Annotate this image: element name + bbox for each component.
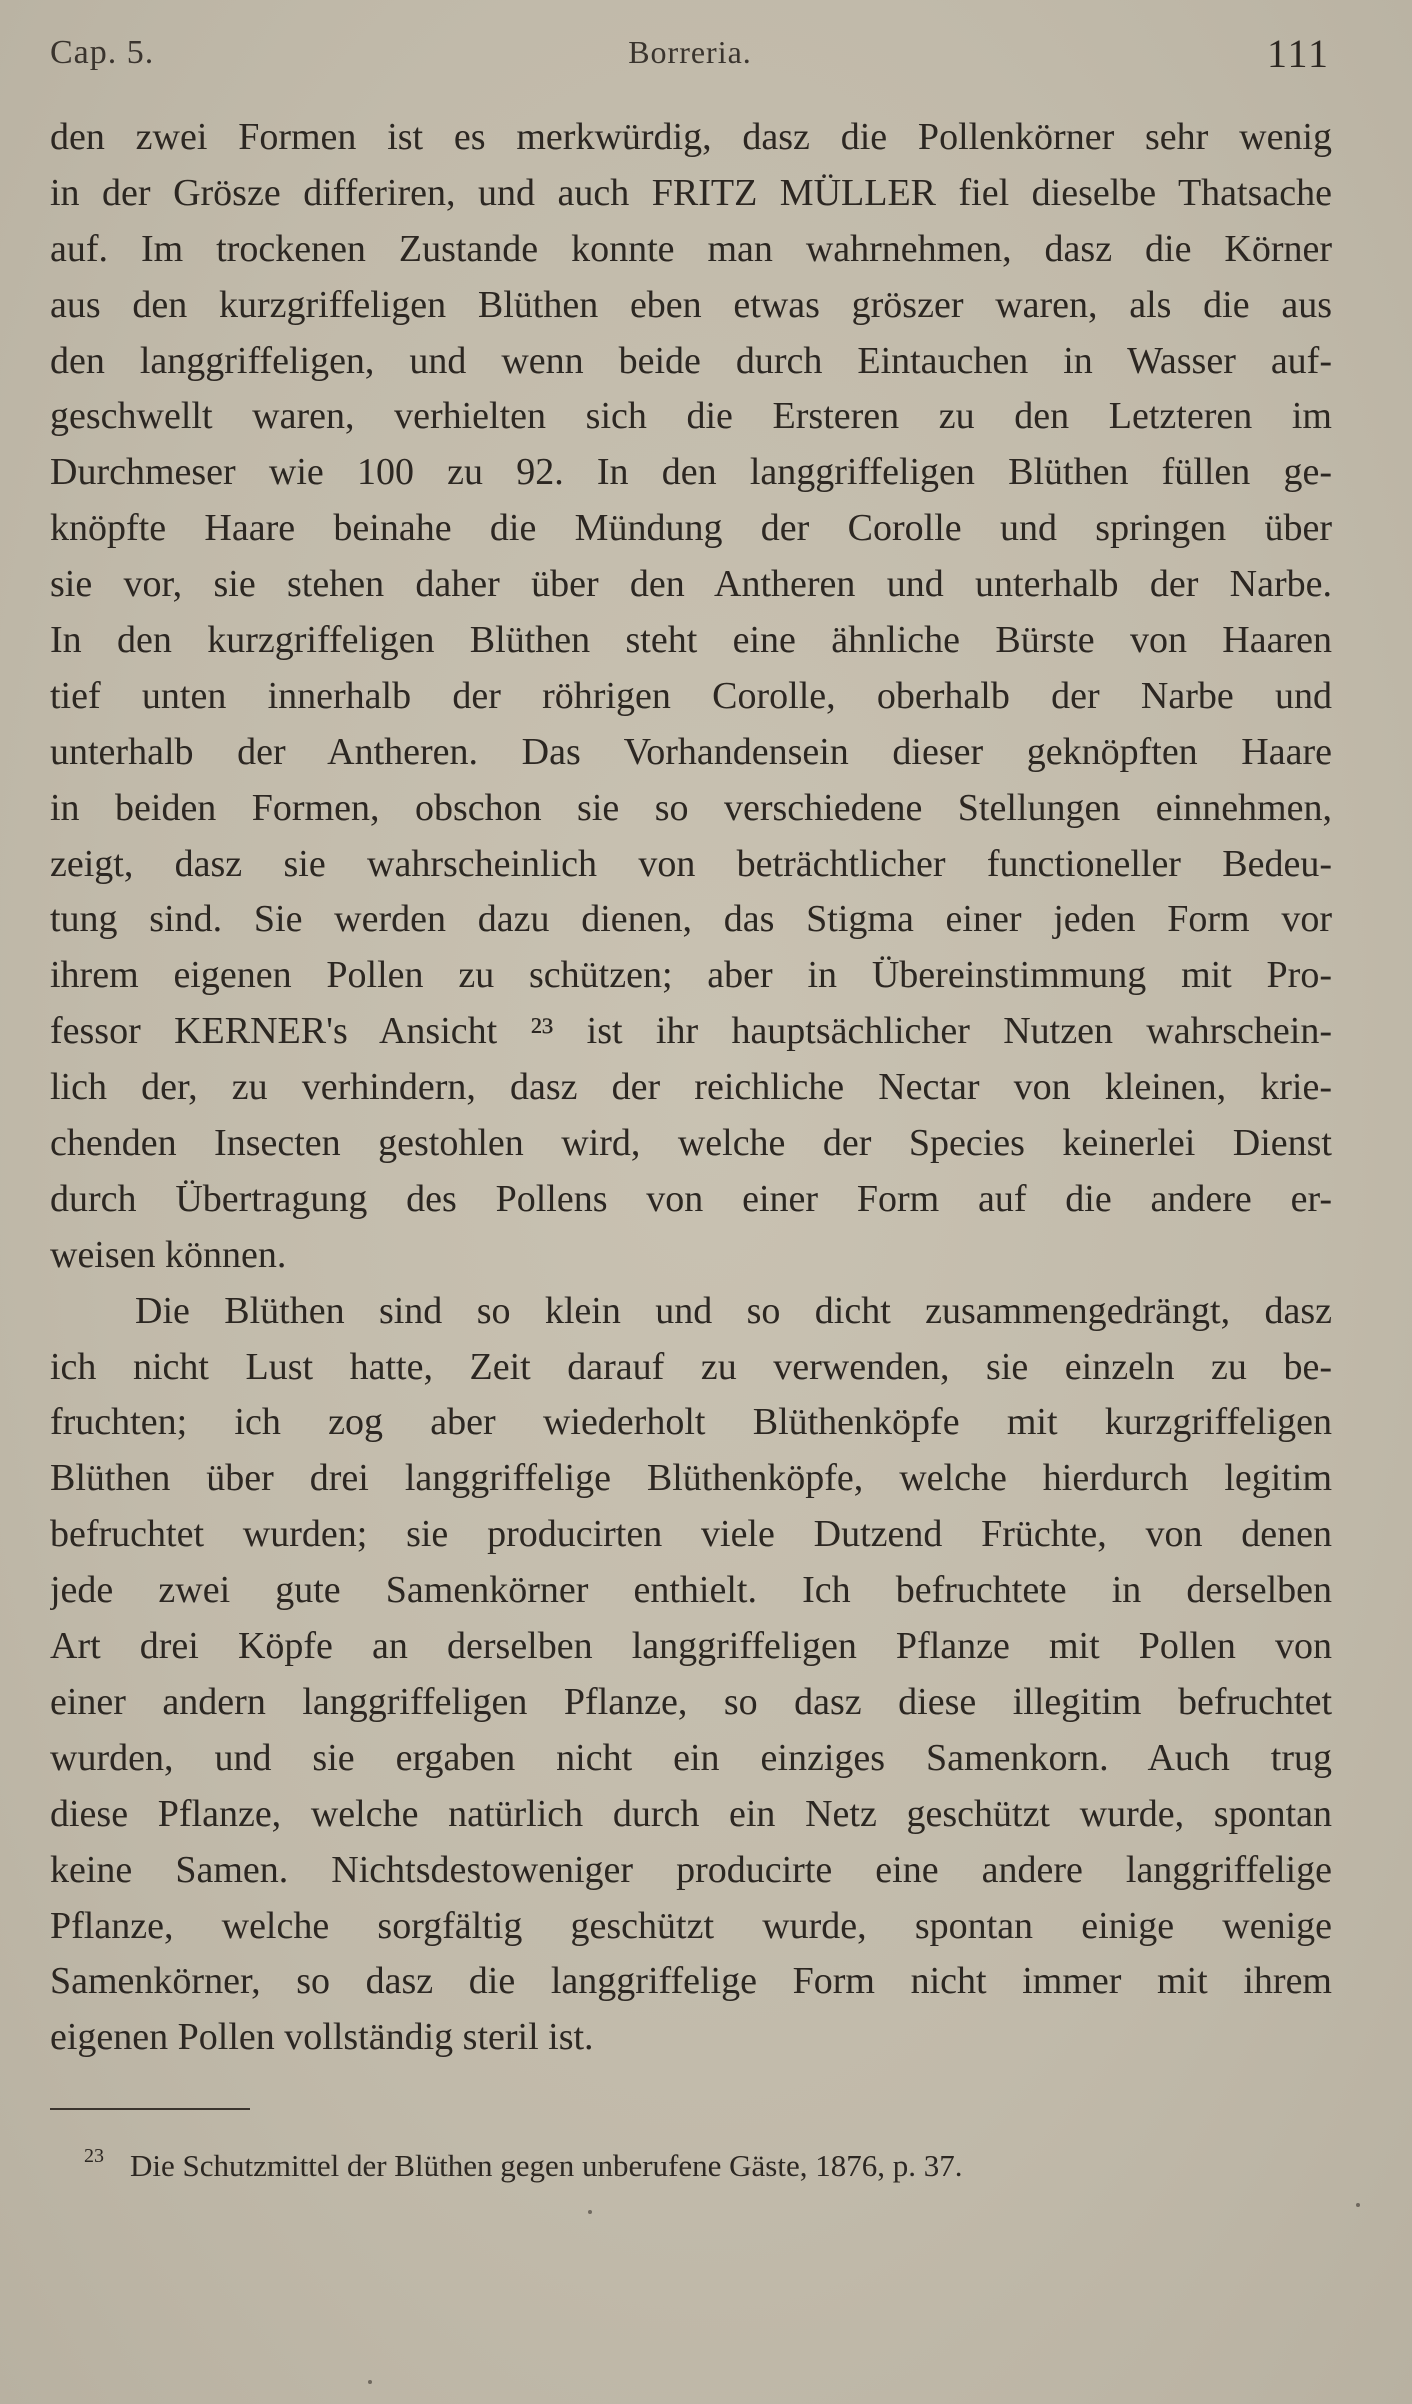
text-line-paragraph-start: Die Blüthen sind so klein und so dicht zusammengedrängt, dasz (135, 1289, 1332, 1332)
text-line: Blüthen über drei langgriffelige Blüthenköpfe, welche hierdurch legitim (50, 1457, 1332, 1500)
body-text (50, 110, 1332, 2066)
text-line: keine Samen. Nichtsdestoweniger producirte eine andere langgriffelige (50, 1848, 1332, 1891)
text-line: Pflanze, welche sorgfältig geschützt wurde, spontan einige wenige (50, 1904, 1332, 1947)
footnote-divider (50, 2108, 250, 2110)
text-line: einer andern langgriffeligen Pflanze, so dasz diese illegitim befruchtet (50, 1680, 1332, 1723)
text-line: jede zwei gute Samenkörner enthielt. Ich befruchtete in derselben (50, 1569, 1332, 1612)
text-line: ich nicht Lust hatte, Zeit darauf zu verwenden, sie einzeln zu be- (50, 1345, 1332, 1388)
text-line: wurden, und sie ergaben nicht ein einziges Samenkorn. Auch trug (50, 1736, 1332, 1779)
text-line-paragraph-end: weisen können. (50, 1233, 287, 1276)
text-line: Durchmeser wie 100 zu 92. In den langgriffeligen Blüthen füllen ge- (50, 451, 1332, 494)
text-line: fessor KERNER's Ansicht ²³ ist ihr hauptsächlicher Nutzen wahrschein- (50, 1010, 1332, 1053)
text-line: geschwellt waren, verhielten sich die Ersteren zu den Letzteren im (50, 395, 1332, 438)
text-line: ihrem eigenen Pollen zu schützen; aber in Übereinstimmung mit Pro- (50, 954, 1332, 997)
text-line: sie vor, sie stehen daher über den Antheren und unterhalb der Narbe. (50, 563, 1332, 606)
text-line: auf. Im trockenen Zustande konnte man wahrnehmen, dasz die Körner (50, 227, 1332, 270)
text-line: Art drei Köpfe an derselben langgriffeligen Pflanze mit Pollen von (50, 1625, 1332, 1668)
text-line: In den kurzgriffeligen Blüthen steht eine ähnliche Bürste von Haaren (50, 619, 1332, 662)
text-line: fruchten; ich zog aber wiederholt Blüthenköpfe mit kurzgriffeligen (50, 1401, 1332, 1444)
text-line: tung sind. Sie werden dazu dienen, das Stigma einer jeden Form vor (50, 898, 1332, 941)
text-line: befruchtet wurden; sie producirten viele Dutzend Früchte, von denen (50, 1513, 1332, 1556)
text-line: durch Übertragung des Pollens von einer Form auf die andere er- (50, 1177, 1332, 1220)
text-line: in der Grösze differiren, und auch FRITZ MÜLLER fiel dieselbe Thatsache (50, 171, 1332, 214)
chapter-label: Cap. 5. (50, 34, 155, 71)
text-line: in beiden Formen, obschon sie so verschiedene Stellungen einnehmen, (50, 786, 1332, 829)
paper-speck (1356, 2203, 1360, 2207)
text-line: lich der, zu verhindern, dasz der reichliche Nectar von kleinen, krie- (50, 1066, 1332, 1109)
text-line: Samenkörner, so dasz die langgriffelige Form nicht immer mit ihrem (50, 1960, 1332, 2003)
text-line: unterhalb der Antheren. Das Vorhandensein dieser geknöpften Haare (50, 730, 1332, 773)
text-line-paragraph-end: eigenen Pollen vollständig steril ist. (50, 2016, 594, 2059)
page-number: 111 (1266, 31, 1330, 76)
text-line: den langgriffeligen, und wenn beide durch Eintauchen in Wasser auf- (50, 339, 1332, 382)
running-title: Borreria. (628, 34, 752, 70)
text-line: knöpfte Haare beinahe die Mündung der Corolle und springen über (50, 507, 1332, 550)
paper-speck (368, 2380, 372, 2384)
footnote (84, 2145, 963, 2186)
text-line: zeigt, dasz sie wahrscheinlich von beträchtlicher functioneller Bedeu- (50, 842, 1332, 885)
text-line: tief unten innerhalb der röhrigen Corolle, oberhalb der Narbe und (50, 674, 1332, 717)
text-line: chenden Insecten gestohlen wird, welche der Species keinerlei Dienst (50, 1122, 1332, 1165)
text-line: aus den kurzgriffeligen Blüthen eben etwas gröszer waren, als die aus (50, 283, 1332, 326)
footnote-marker: 23 (84, 2145, 104, 2167)
text-line: den zwei Formen ist es merkwürdig, dasz die Pollenkörner sehr wenig (50, 116, 1332, 158)
running-header (50, 28, 1330, 88)
paper-speck (588, 2210, 592, 2214)
footnote-text: Die Schutzmittel der Blüthen gegen unberufene Gäste, 1876, p. 37. (130, 2148, 963, 2183)
text-line: diese Pflanze, welche natürlich durch ein Netz geschützt wurde, spontan (50, 1792, 1332, 1835)
